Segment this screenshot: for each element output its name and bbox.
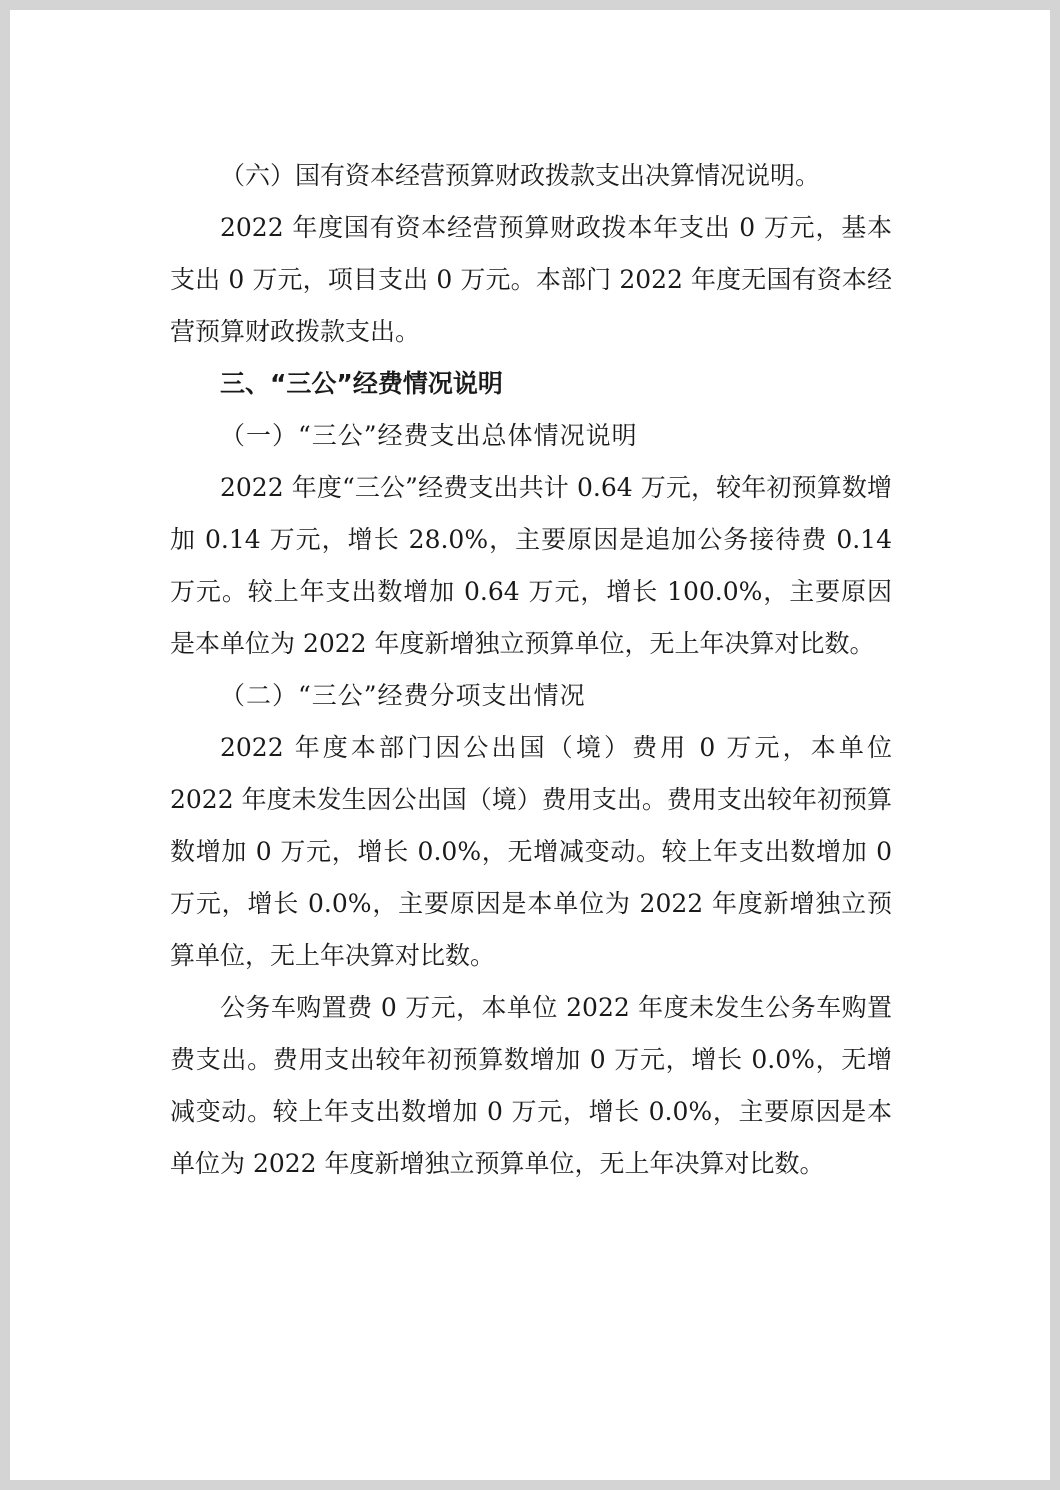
subsection-heading-2: （二）“三公”经费分项支出情况 — [220, 681, 586, 710]
paragraph-three-public-total: 2022 年度“三公”经费支出共计 0.64 万元，较年初预算数增加 0.14 万元，增长 28.0%，主要原因是追加公务接待费 0.14 万元。较上年支出数增加 0.64 万元，增长 100.0%，主要原因是本单位为 2022 年度新增独立预算单位，无上年决算对比数。 — [170, 473, 892, 658]
subsection-heading-1: （一）“三公”经费支出总体情况说明 — [220, 421, 638, 450]
paragraph-overseas-travel: 2022 年度本部门因公出国（境）费用 0 万元，本单位 2022 年度未发生因公出国（境）费用支出。费用支出较年初预算数增加 0 万元，增长 0.0%，无增减变动。较上年支出数增加 0 万元，增长 0.0%，主要原因是本单位为 2022 年度新增独立预算单位，无上年决算对比数。 — [170, 733, 892, 970]
paragraph-vehicle-purchase: 公务车购置费 0 万元，本单位 2022 年度未发生公务车购置费支出。费用支出较年初预算数增加 0 万元，增长 0.0%，无增减变动。较上年支出数增加 0 万元，增长 0.0%，主要原因是本单位为 2022 年度新增独立预算单位，无上年决算对比数。 — [170, 993, 892, 1178]
subsection-heading-6: （六）国有资本经营预算财政拨款支出决算情况说明。 — [220, 161, 821, 190]
document-body — [170, 150, 892, 1190]
document-page — [10, 10, 1050, 1480]
section-heading-3: 三、“三公”经费情况说明 — [220, 369, 503, 398]
paragraph-state-capital-budget: 2022 年度国有资本经营预算财政拨本年支出 0 万元，基本支出 0 万元，项目支出 0 万元。本部门 2022 年度无国有资本经营预算财政拨款支出。 — [170, 213, 892, 346]
